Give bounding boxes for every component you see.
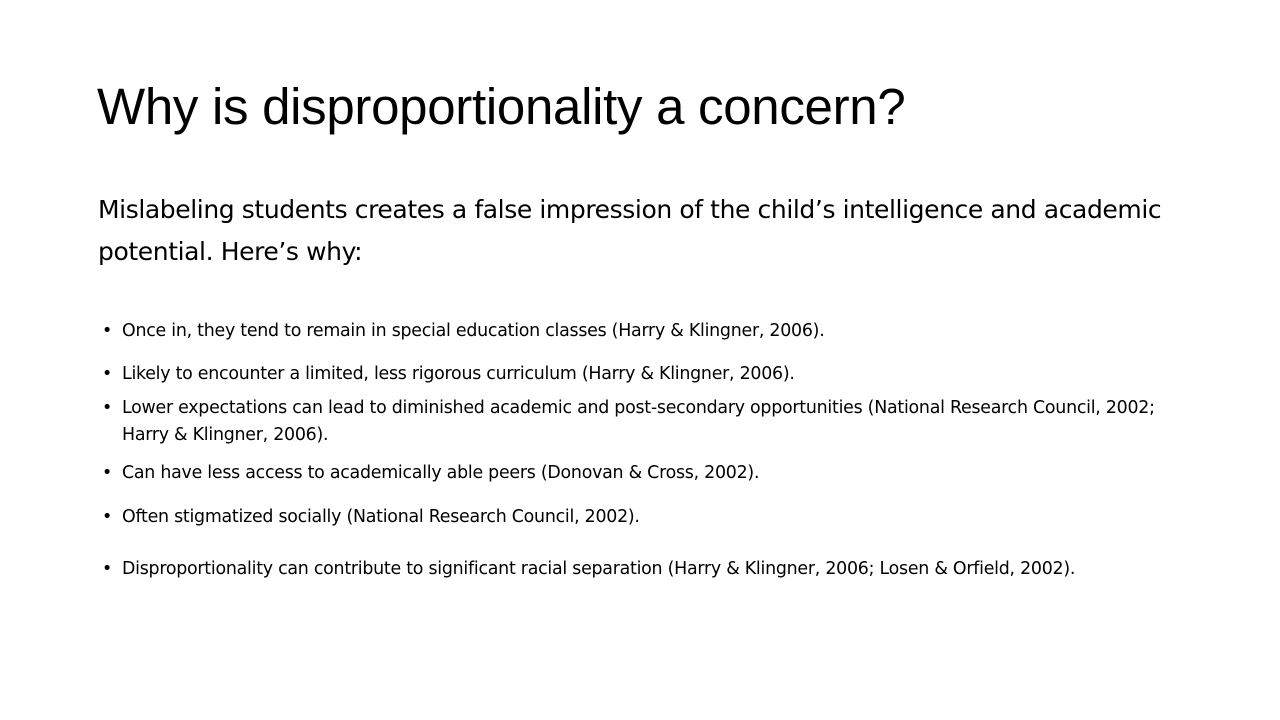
bullet-icon: •: [102, 364, 113, 384]
bullet-icon: •: [102, 398, 113, 418]
bullet-icon: •: [102, 463, 113, 483]
list-item: [102, 460, 1192, 487]
list-item: [102, 318, 1192, 345]
list-item: [102, 361, 1192, 388]
list-item: [102, 547, 1192, 591]
bullet-icon: •: [102, 321, 113, 341]
bullet-text: Often stigmatized socially (National Research Council, 2002).: [122, 507, 640, 527]
intro-text: Mislabeling students creates a false impression of the child’s intelligence and academic potential. Here’s why:: [98, 195, 1162, 266]
slide-title: Why is disproportionality a concern?: [97, 78, 906, 135]
list-item: [102, 395, 1192, 449]
bullet-text: Likely to encounter a limited, less rigorous curriculum (Harry & Klingner, 2006).: [122, 364, 795, 384]
bullet-text: Disproportionality can contribute to significant racial separation (Harry & Klingner, 2006; Losen & Orfield, 2002).: [122, 559, 1076, 579]
bullet-text: Can have less access to academically able peers (Donovan & Cross, 2002).: [122, 463, 760, 483]
bullet-icon: •: [102, 507, 113, 527]
bullet-icon: •: [102, 559, 113, 579]
list-item: [102, 504, 1192, 531]
bullet-text: Once in, they tend to remain in special education classes (Harry & Klingner, 2006).: [122, 321, 825, 341]
bullet-text: Lower expectations can lead to diminished academic and post-secondary opportunities (National Research Council, 2002; Harry & Klingner, 2006).: [122, 398, 1155, 445]
